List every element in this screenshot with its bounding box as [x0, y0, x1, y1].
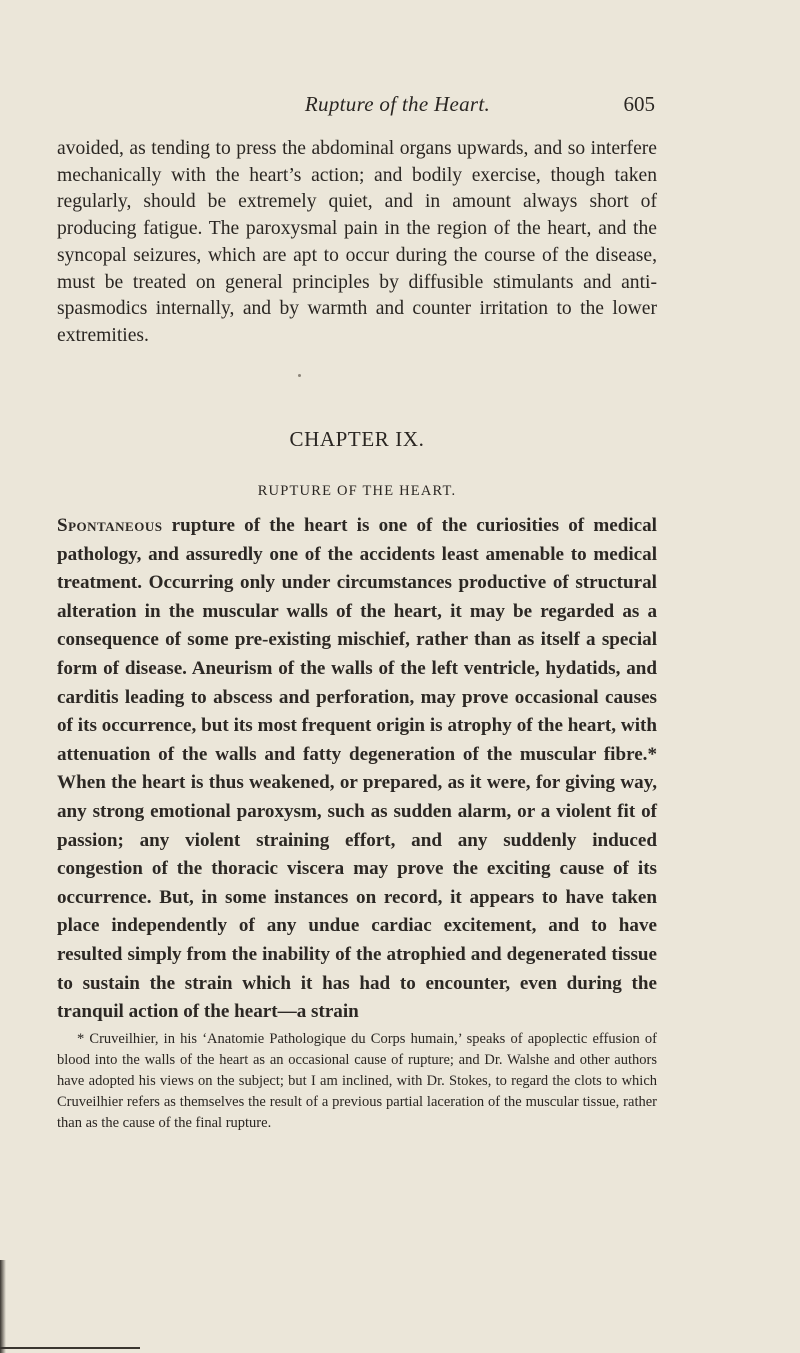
paragraph-continued: avoided, as tending to press the abdominal organs upwards, and so interfere mechanically with the heart’s action; and bodily exercise, though taken regularly, should be extremely quiet, and in amount always short of producing fatigue. The paroxysmal pain in the region of the heart, and the syncopal seizures, which are apt to occur during the course of the disease, must be treated on general principles by diffusible stimulants and anti-spasmodics internally, and by warmth and counter irritation to the lower extremities. — [57, 138, 657, 346]
running-head — [140, 92, 655, 122]
chapter-subtitle: RUPTURE OF THE HEART. — [257, 483, 457, 499]
footnote: * Cruveilhier, in his ‘Anatomie Pathologique du Corps humain,’ speaks of apoplectic effusion of blood into the walls of the heart as an occasional cause of rupture; and Dr. Walshe and other authors have adopted his views on the subject; but I am inclined, with Dr. Stokes, to regard the clots to which Cruveilhier refers as themselves the result of a previous partial laceration of the muscular tissue, rather than as the cause of the final rupture. — [57, 1031, 657, 1131]
page-edge-shadow — [0, 1260, 6, 1353]
running-title: Rupture of the Heart. — [304, 92, 491, 116]
chapter-opening-paragraph — [57, 512, 657, 1027]
opening-word: Spontaneous — [57, 515, 163, 536]
paper-speck — [298, 374, 301, 377]
page-number: 605 — [623, 92, 655, 116]
opening-paragraph-text: rupture of the heart is one of the curiosities of medical pathology, and assuredly one of the accidents least amenable to medical treatment. Occurring only under circumstances productive of structural alteration in the muscular walls of the heart, it may be regarded as a consequence of some pre-existing mischief, rather than as itself a special form of disease. Aneurism of the walls of the left ventricle, hydatids, and carditis leading to abscess and perforation, may prove occasional causes of its occurrence, but its most frequent origin is atrophy of the heart, with attenuation of the walls and fatty degeneration of the muscular fibre.* When the heart is thus weakened, or prepared, as it were, for giving way, any strong emotional paroxysm, such as sudden alarm, or a violent fit of passion; any violent straining effort, and any suddenly induced congestion of the thoracic viscera may prove the exciting cause of its occurrence. But, in some instances on record, it appears to have taken place independently of any undue cardiac excitement, and to have resulted simply from the inability of the atrophied and degenerated tissue to sustain the strain which it has had to encounter, even during the tranquil action of the heart—a strain — [57, 515, 657, 1023]
page-edge-line — [0, 1347, 140, 1349]
chapter-title: CHAPTER IX. — [289, 427, 425, 451]
